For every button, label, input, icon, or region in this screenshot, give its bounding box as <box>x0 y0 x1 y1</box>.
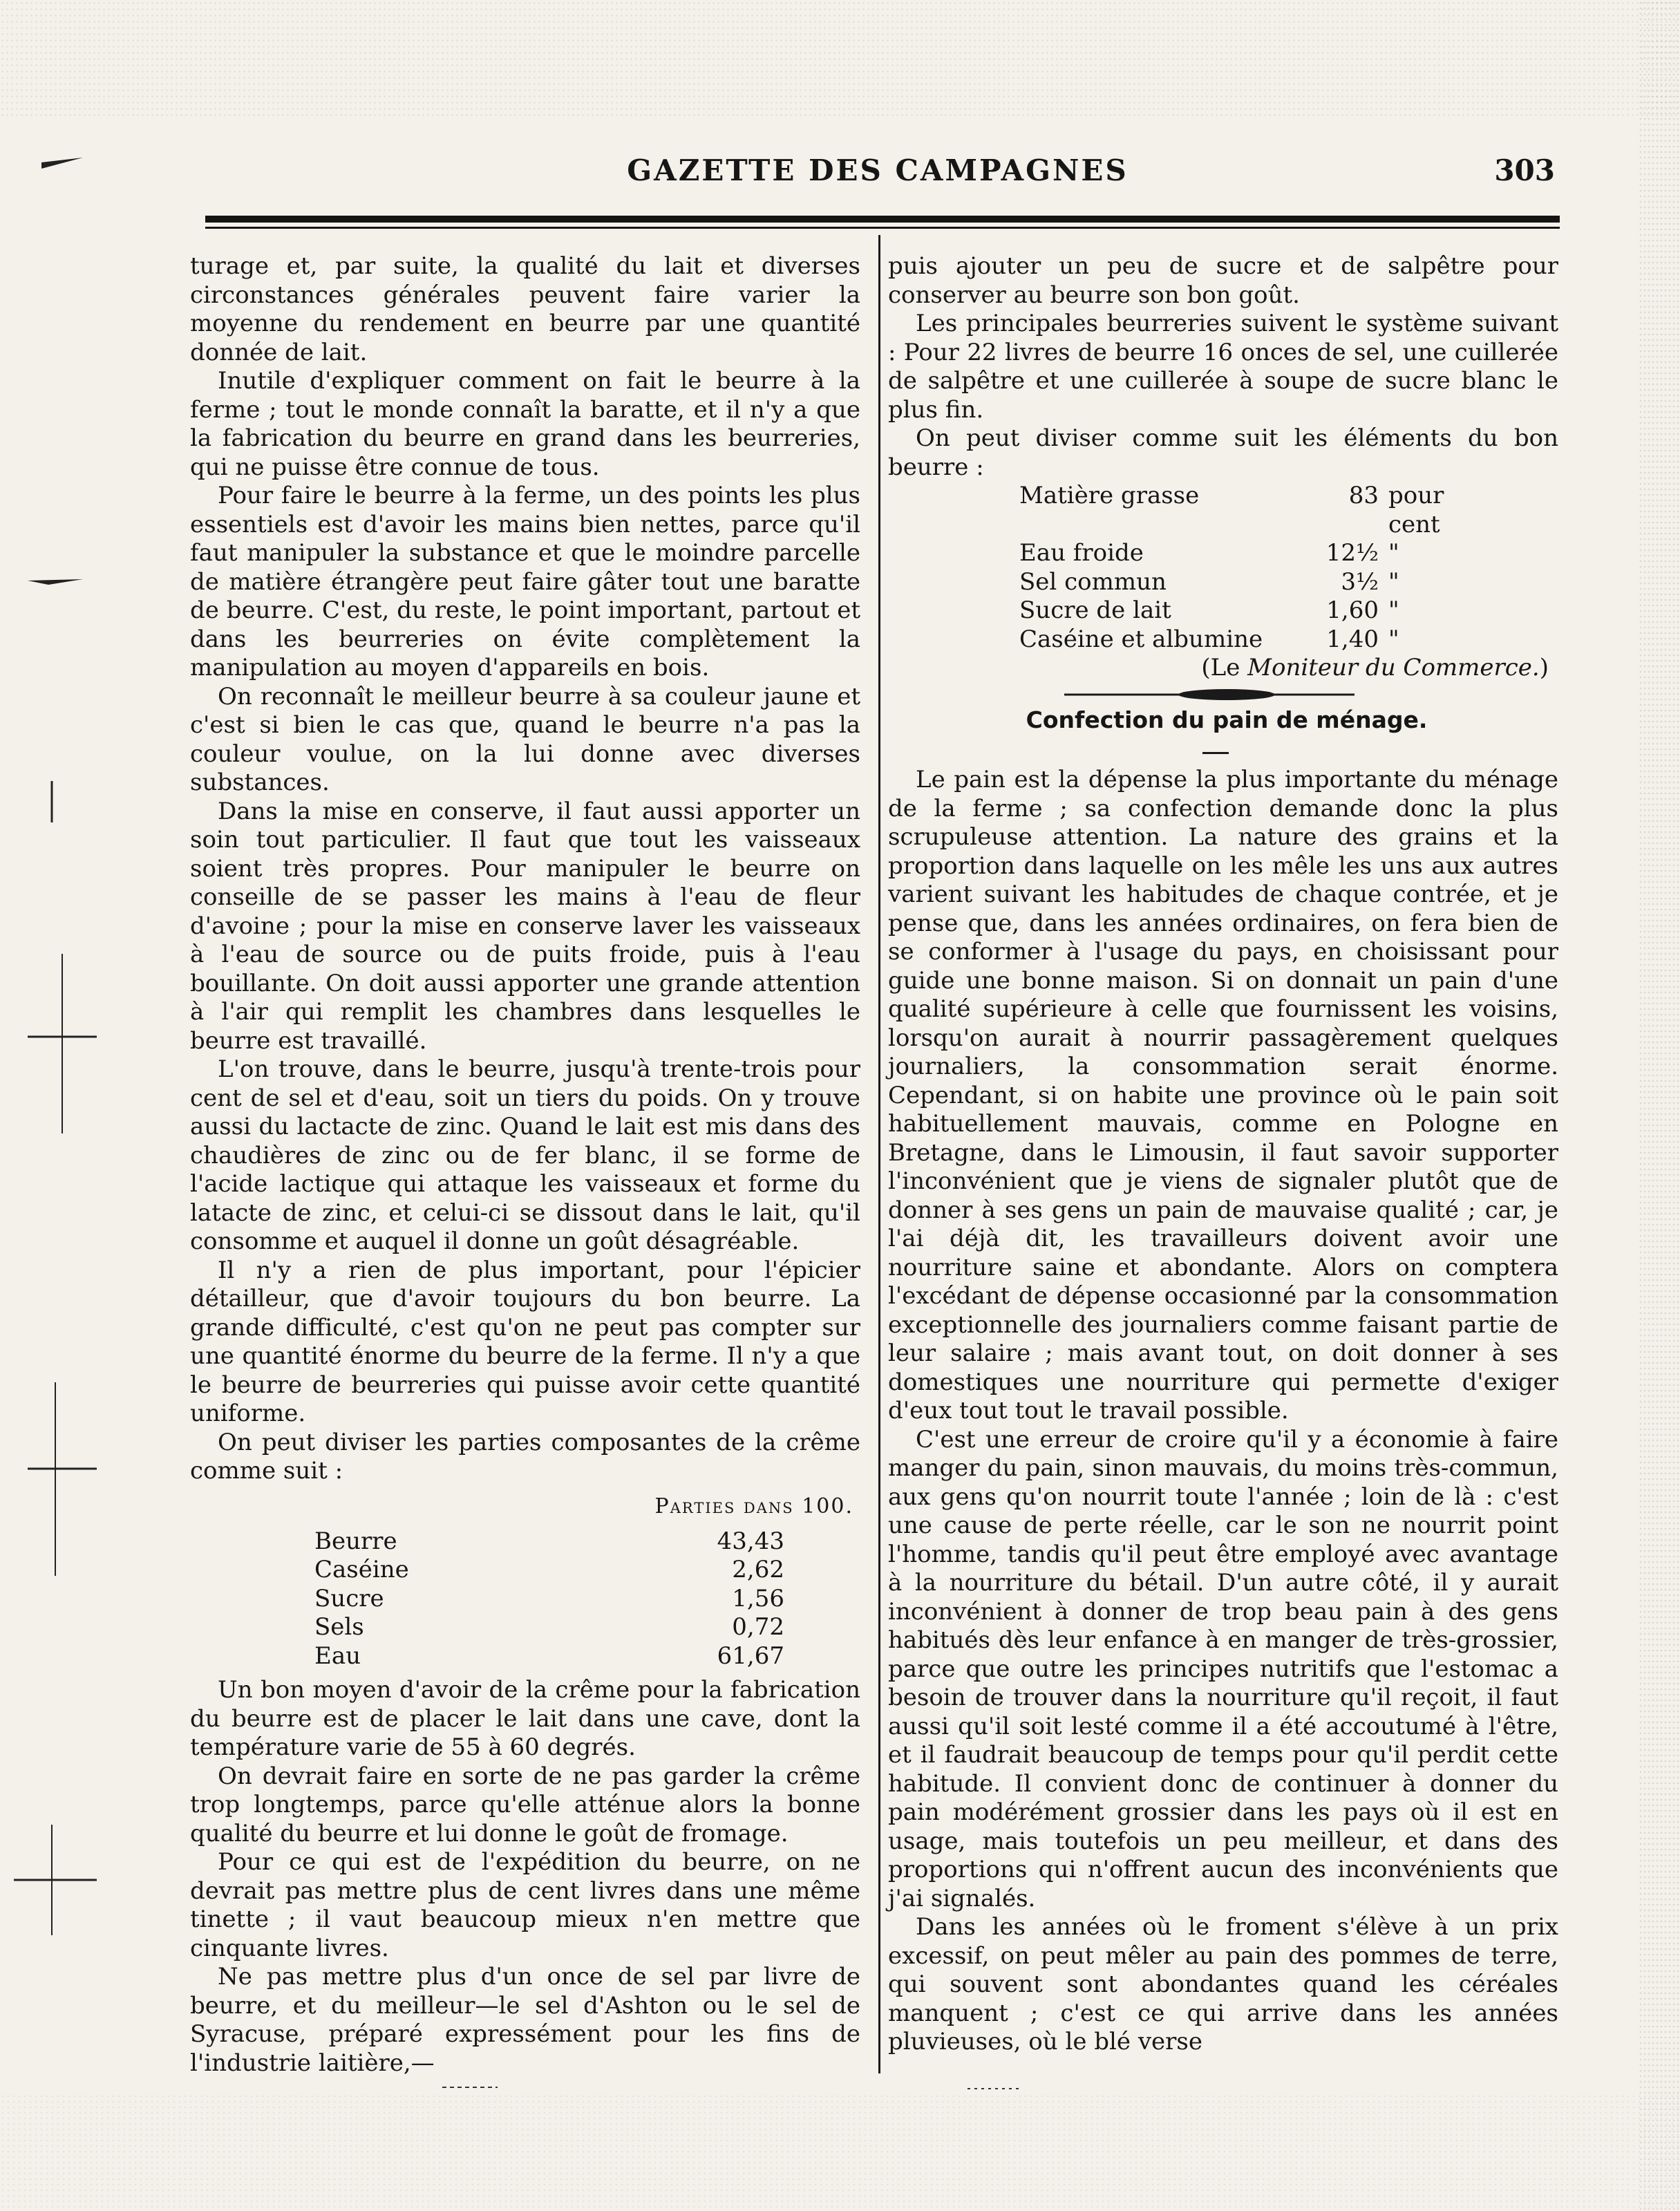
component-name: Sucre <box>314 1584 384 1612</box>
paragraph: Pour ce qui est de l'expédition du beurre, on ne devrait pas mettre plus de cent livres dans une même tinette ; il vaut beaucoup mieux n'en mettre que cinquante livres. <box>190 1848 860 1962</box>
element-unit: " <box>1388 539 1399 567</box>
source-citation <box>888 654 1558 683</box>
paragraph: turage et, par suite, la qualité du lait et diverses circonstances générales peuvent faire varier la moyenne du rendement en beurre par une quantité donnée de lait. <box>190 252 860 366</box>
element-unit: " <box>1388 625 1399 653</box>
table-row <box>1019 625 1499 655</box>
paragraph: Dans la mise en conserve, il faut aussi apporter un soin tout particulier. Il faut que tout les vaisseaux soient très propres. Pour manipuler le beurre on conseille de se passer les mains à l'eau de fleur d'avoine ; pour la mise en conserve laver les vaisseaux à l'eau de source ou de puits froide, puis à l'eau bouillante. On doit aussi apporter une grande attention à l'air qui remplit les chambres dans lesquelles le beurre est travaillé. <box>190 797 860 1055</box>
paragraph: Ne pas mettre plus d'un once de sel par livre de beurre, et du meilleur—le sel d'Ashton ou le sel de Syracuse, préparé expressément pour les fins de l'industrie laitière,— <box>190 1963 860 2077</box>
paragraph: C'est une erreur de croire qu'il y a économie à faire manger du pain, sinon mauvais, du moins très-commun, aux gens qu'on nourrit toute l'année ; loin de là : c'est une cause de perte réelle, car le son ne nourrit point l'homme, tandis qu'il peut être employé avec avantage à la nourriture du bétail. D'un autre côté, il y aurait inconvénient à donner de trop beau pain à des gens habitués dès leur enfance à en manger de très-grossier, parce que outre les principes nutritifs que l'estomac a besoin de trouver dans la nourriture qu'il reçoit, il faut aussi qu'il soit lesté comme il a été accoutumé à l'être, et il faudrait beaucoup de temps pour qu'il perdit cette habitude. Il convient donc de continuer à donner du pain modérément grossier dans les pays où il est en usage, mais toutefois un peu meilleur, et dans des proportions qui n'offrent aucun des inconvénients que j'ai signalés. <box>888 1425 1558 1912</box>
table-row <box>1019 596 1499 625</box>
paragraph: puis ajouter un peu de sucre et de salpêtre pour conserver au beurre son bon goût. <box>888 252 1558 309</box>
table-row <box>314 1556 784 1585</box>
butter-composition-table <box>1019 482 1499 654</box>
element-name: Eau froide <box>1019 539 1144 567</box>
component-value: 61,67 <box>717 1641 784 1670</box>
paragraph: Dans les années où le froment s'élève à un prix excessif, on peut mêler au pain des pommes de terre, qui souvent sont abondantes quand les céréales manquent ; c'est ce qui arrive dans les années pluvieuses, où le blé verse <box>888 1913 1558 2055</box>
scan-noise-bottom <box>0 2094 1680 2211</box>
source-publication: Moniteur du Commerce. <box>1247 654 1540 681</box>
cream-composition-table <box>314 1527 784 1671</box>
scan-noise-right <box>1639 0 1680 2211</box>
table-row <box>1019 568 1499 597</box>
paragraph: L'on trouve, dans le beurre, jusqu'à trente-trois pour cent de sel et d'eau, soit un tiers du poids. On y trouve aussi du lactacte de zinc. Quand le lait est mis dans des chaudières de zinc ou de fer blanc, il se forme de l'acide lactique qui attaque les vaisseaux et forme du latacte de zinc, et celui-ci se dissout dans le lait, qu'il consomme et auquel il donne un goût désagréable. <box>190 1055 860 1255</box>
right-column-section <box>888 766 1558 2057</box>
left-column <box>190 252 860 2078</box>
element-name: Caséine et albumine <box>1019 625 1263 653</box>
column-divider <box>878 235 880 2073</box>
footer-marks <box>0 2073 1680 2101</box>
paragraph: Les principales beurreries suivent le système suivant : Pour 22 livres de beurre 16 onces de sel, une cuillerée de salpêtre et une cuillerée à soupe de sucre blanc le plus fin. <box>888 310 1558 424</box>
element-value: 3½ <box>1341 567 1379 596</box>
paragraph: On reconnaît le meilleur beurre à sa couleur jaune et c'est si bien le cas que, quand le beurre n'a pas la couleur voulue, on la lui donne avec diverses substances. <box>190 682 860 796</box>
source-prefix: (Le <box>1201 654 1248 681</box>
element-unit: " <box>1388 567 1399 596</box>
paragraph: On devrait faire en sorte de ne pas garder la crême trop longtemps, parce qu'elle atténue alors la bonne qualité du beurre et lui donne le goût de fromage. <box>190 1762 860 1847</box>
header-rule-thin <box>205 227 1560 229</box>
table-row <box>1019 482 1499 539</box>
component-value: 0,72 <box>732 1613 784 1641</box>
component-name: Caséine <box>314 1556 409 1583</box>
paragraph: Le pain est la dépense la plus importante du ménage de la ferme ; sa confection demande donc la plus scrupuleuse attention. La nature des grains et la proportion dans laquelle on les mêle les uns aux autres varient suivant les habitudes de chaque contrée, et je pense que, dans les années ordinaires, on fera bien de se conformer à l'usage du pays, en choisissant pour guide une bonne maison. Si on donnait un pain d'une qualité supérieure à celle que fournissent les voisins, lorsqu'on aurait à nourrir passagèrement quelques journaliers, la consommation serait énorme. Cependant, si on habite une province où le pain soit habituellement mauvais, comme en Pologne en Bretagne, dans le Limousin, il faut savoir supporter l'inconvénient que je viens de signaler plutôt que de donner à ses gens un pain de mauvaise qualité ; car, je l'ai déjà dit, les travailleurs doivent avoir une nourriture saine et abondante. Alors on comptera l'excédant de dépense occasionné par la consommation exceptionnelle des journaliers comme faisant partie de leur salaire ; mais avant tout, on doit donner à ses domestiques une nourriture qui permette d'exiger d'eux tout tout le travail possible. <box>888 766 1558 1424</box>
paragraph: Un bon moyen d'avoir de la crême pour la fabrication du beurre est de placer le lait dans une cave, dont la température varie de 55 à 60 degrés. <box>190 1676 860 1761</box>
page-header <box>200 153 1555 195</box>
paragraph: Pour faire le beurre à la ferme, un des points les plus essentiels est d'avoir les mains bien nettes, parce qu'il faut manipuler la substance et que le moindre parcelle de matière étrangère peut faire gâter tout une baratte de beurre. C'est, du reste, le point important, partout et dans les beurreries on évite complètement la manipulation au moyen d'appareils en bois. <box>190 482 860 681</box>
running-title: GAZETTE DES CAMPAGNES <box>627 153 1129 187</box>
component-name: Eau <box>314 1641 361 1670</box>
element-name: Sel commun <box>1019 567 1167 596</box>
element-unit: " <box>1388 596 1399 624</box>
right-column-top <box>888 252 1558 683</box>
paragraph: On peut diviser les parties composantes de la crême comme suit : <box>190 1428 860 1485</box>
page-number: 303 <box>1494 153 1555 187</box>
table-row <box>314 1585 784 1614</box>
section-title: Confection du pain de ménage. <box>1026 706 1428 733</box>
element-name: Sucre de lait <box>1019 596 1171 624</box>
cream-table-header: Parties dans 100. <box>654 1494 853 1518</box>
table-row <box>314 1642 784 1671</box>
component-value: 2,62 <box>732 1556 784 1583</box>
header-rule-thick <box>205 216 1560 223</box>
element-value: 1,40 <box>1326 625 1379 653</box>
paragraph: Il n'y a rien de plus important, pour l'épicier détailleur, que d'avoir toujours du bon beurre. La grande difficulté, c'est qu'on ne peut pas compter sur une quantité énorme du beurre de la ferme. Il n'y a que le beurre de beurreries qui puisse avoir cette quantité uniforme. <box>190 1256 860 1427</box>
element-unit: pour cent <box>1388 482 1444 538</box>
scan-noise-top <box>0 0 1680 117</box>
component-name: Sels <box>314 1613 364 1641</box>
element-name: Matière grasse <box>1019 482 1200 509</box>
section-ornament <box>1064 686 1355 703</box>
component-value: 43,43 <box>717 1527 784 1555</box>
element-value: 12½ <box>1325 539 1379 567</box>
source-suffix: ) <box>1539 654 1549 681</box>
element-value: 1,60 <box>1326 596 1379 624</box>
table-row <box>1019 539 1499 568</box>
title-dash <box>1202 752 1229 754</box>
component-value: 1,56 <box>732 1584 784 1612</box>
element-value: 83 <box>1348 482 1379 509</box>
component-name: Beurre <box>314 1527 397 1555</box>
paragraph: Inutile d'expliquer comment on fait le beurre à la ferme ; tout le monde connaît la baratte, et il n'y a que la fabrication du beurre en grand dans les beurreries, qui ne puisse être connue de tous. <box>190 367 860 481</box>
table-row <box>314 1613 784 1642</box>
margin-marks <box>0 0 111 2211</box>
paragraph: On peut diviser comme suit les éléments du bon beurre : <box>888 424 1558 481</box>
table-row <box>314 1527 784 1556</box>
